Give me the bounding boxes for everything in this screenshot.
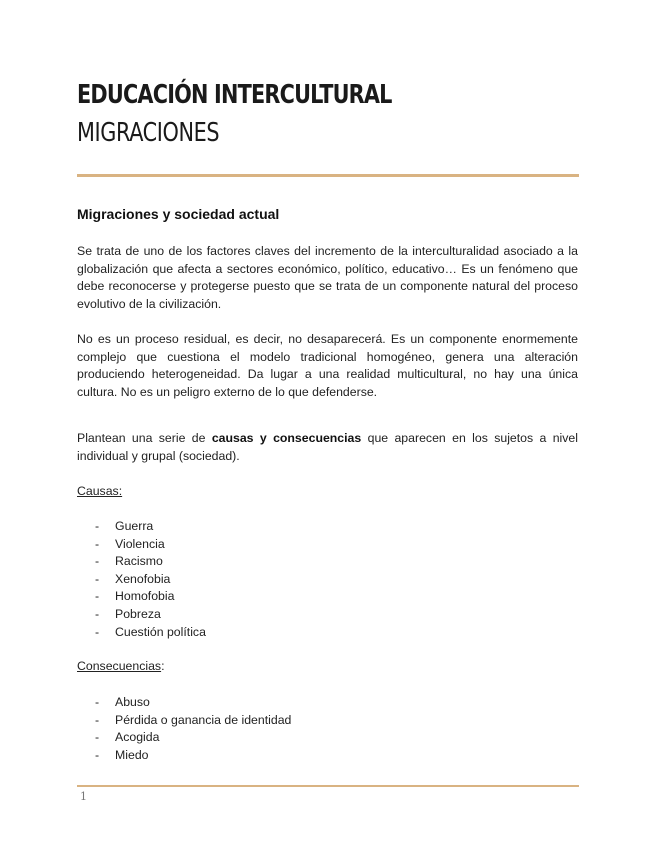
consequences-label-text: Consecuencias	[77, 659, 162, 673]
document-subtitle: MIGRACIONES	[77, 118, 220, 148]
cause-item: Violencia	[115, 536, 165, 551]
bullet-dash: -	[95, 730, 100, 745]
cause-item: Racismo	[115, 554, 163, 569]
cause-item: Homofobia	[115, 589, 175, 604]
bullet-dash: -	[95, 536, 100, 551]
bullet-dash: -	[95, 747, 100, 762]
consequences-label-colon: :	[161, 659, 165, 673]
consequences-label	[77, 659, 165, 673]
paragraph-3-text-before: Plantean una serie de	[77, 431, 212, 445]
bullet-dash: -	[95, 519, 100, 533]
paragraph-1: Se trata de uno de los factores claves del incremento de la interculturalidad asociado a la globalización que afecta a sectores económico, político, educativo… Es un fenómeno que debe reconocerse y protegerse puesto que se trata de un componente natural del proceso evolutivo de la civilización.	[77, 244, 578, 311]
cause-item: Xenofobia	[115, 571, 171, 586]
bullet-dash: -	[95, 712, 100, 727]
cause-item: Guerra	[115, 519, 154, 533]
paragraph-3-text-after: que aparecen en los sujetos a nivel individual y grupal (sociedad).	[77, 431, 579, 463]
consequence-item: Miedo	[115, 747, 149, 762]
section-heading: Migraciones y sociedad actual	[77, 206, 280, 222]
paragraph-2: No es un proceso residual, es decir, no desaparecerá. Es un componente enormemente complejo que cuestiona el modelo tradicional homogéneo, genera una alteración produciendo heterogeneidad. Da lugar a una realidad multicultural, no hay una única cultura. No es un peligro externo de lo que defenderse.	[77, 332, 578, 399]
cause-item: Pobreza	[115, 606, 161, 621]
title-divider	[77, 174, 579, 177]
bullet-dash: -	[95, 606, 100, 621]
bullet-dash: -	[95, 624, 100, 639]
causes-label-text: Causas:	[77, 484, 123, 498]
footer-divider	[77, 785, 579, 787]
paragraph-3-bold-phrase: causas y consecuencias	[211, 431, 362, 445]
bullet-dash: -	[95, 589, 100, 604]
page-number: 1	[80, 790, 87, 803]
consequence-item: Abuso	[115, 695, 150, 709]
bullet-dash: -	[95, 554, 100, 569]
consequence-item: Acogida	[115, 730, 160, 745]
bullet-dash: -	[95, 695, 100, 709]
document-title: EDUCACIÓN INTERCULTURAL	[77, 80, 392, 110]
causes-label	[77, 484, 122, 498]
cause-item: Cuestión política	[115, 624, 206, 639]
paragraph-3	[77, 430, 578, 465]
consequence-item: Pérdida o ganancia de identidad	[115, 712, 292, 727]
bullet-dash: -	[95, 571, 100, 586]
